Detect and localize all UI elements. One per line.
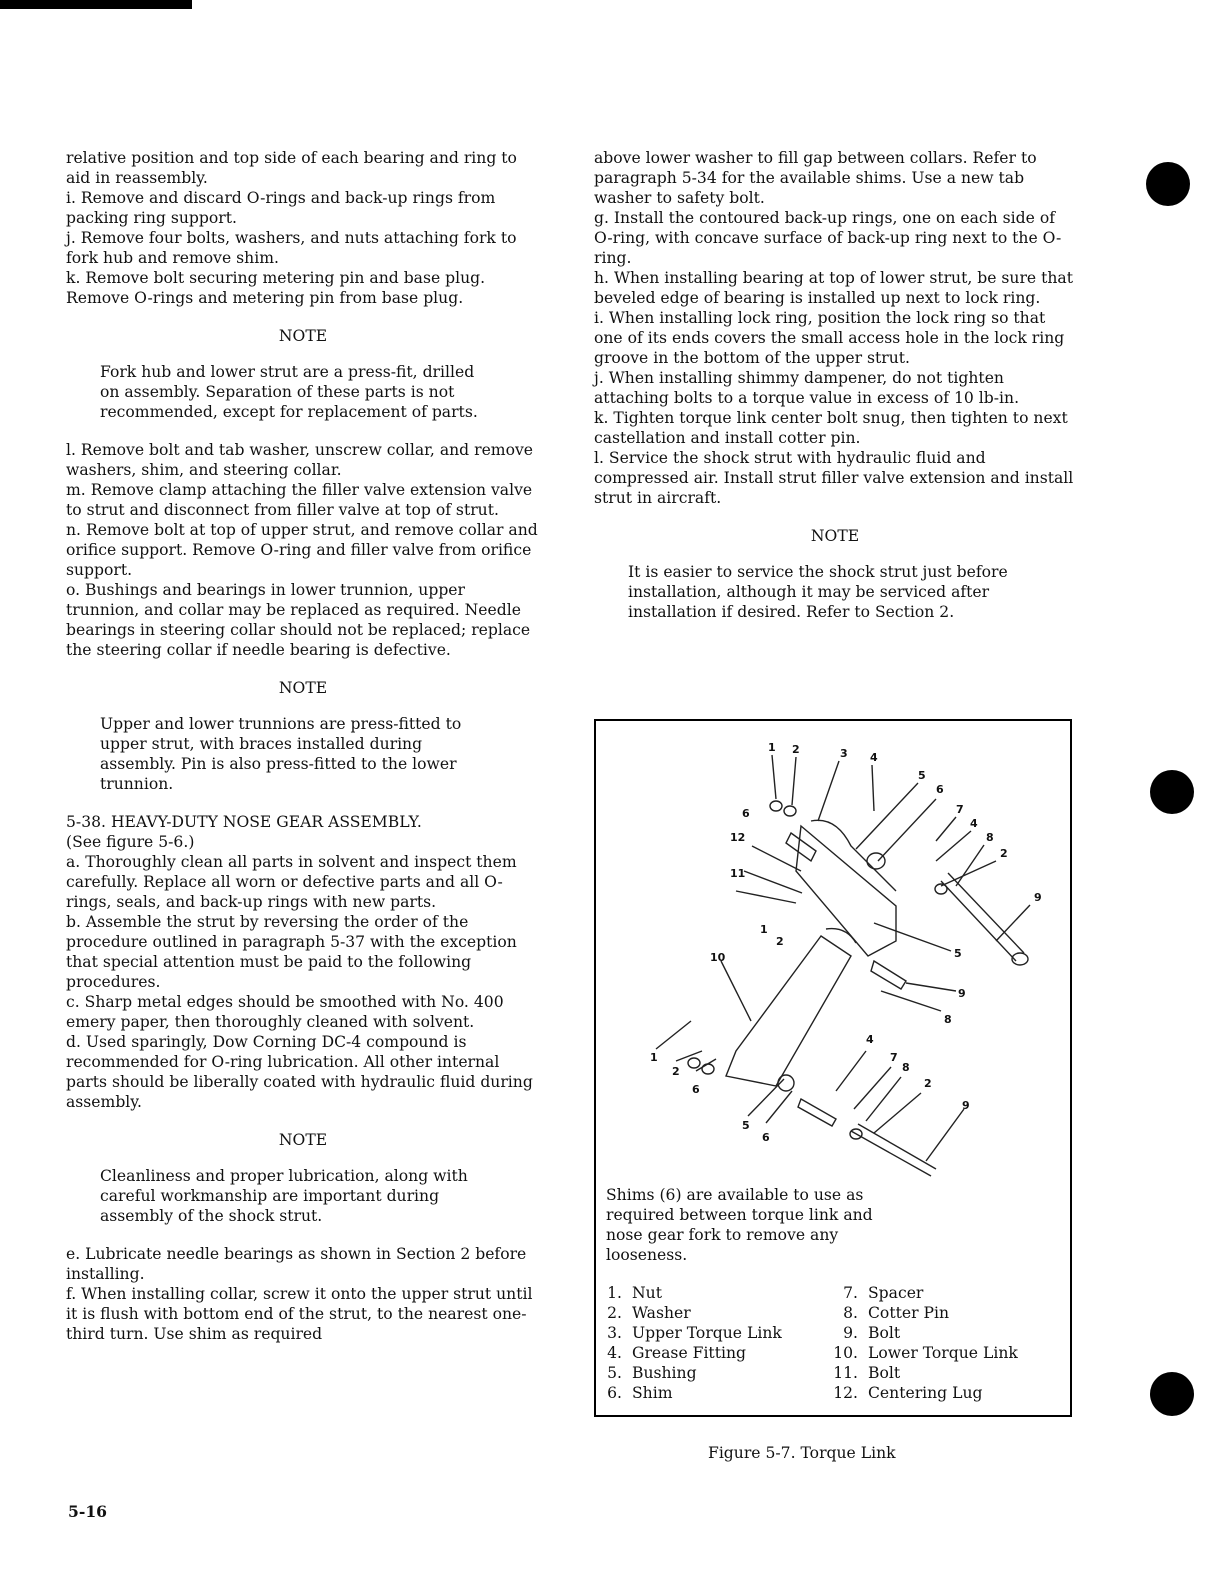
callout-5: 5: [954, 947, 962, 960]
callout-2: 2: [1000, 847, 1008, 860]
step-o: o. Bushings and bearings in lower trunnion, upper trunnion, and collar may be replaced as required. Needle bearings in steering collar should not be replaced; replace the steering collar if needle bearing is defective.: [66, 581, 531, 659]
step-i: i. Remove and discard O-rings and back-up rings from packing ring support.: [66, 189, 496, 227]
step-h: h. When installing bearing at top of lower strut, be sure that beveled edge of bearing is installed up next to lock ring.: [594, 269, 1073, 307]
step-k: k. Remove bolt securing metering pin and base plug. Remove O-rings and metering pin from base plug.: [66, 269, 486, 307]
legend-item: 2. Washer: [607, 1304, 691, 1322]
callout-10: 10: [710, 951, 726, 964]
note-body: It is easier to service the shock strut just before installation, although it may be serviced after installation if desired. Refer to Section 2.: [628, 563, 1008, 621]
step-i: i. When installing lock ring, position the lock ring so that one of its ends covers the small access hole in the lock ring groove in the bottom of the upper strut.: [594, 309, 1065, 367]
step-n: n. Remove bolt at top of upper strut, and remove collar and orifice support. Remove O-ring and filler valve from orifice support.: [66, 521, 538, 579]
note-body: Cleanliness and proper lubrication, along with careful workmanship are important during assembly of the shock strut.: [100, 1167, 468, 1225]
legend-item: 9. Bolt: [843, 1324, 901, 1342]
callout-6: 6: [762, 1131, 770, 1144]
punch-hole-bottom: [1150, 1372, 1194, 1416]
step-d: d. Used sparingly, Dow Corning DC-4 compound is recommended for O-ring lubrication. All other internal parts should be liberally coated with hydraulic fluid during assembly.: [66, 1033, 533, 1111]
callout-6: 6: [742, 807, 750, 820]
punch-hole-middle: [1150, 770, 1194, 814]
callout-3: 3: [840, 747, 848, 760]
step-l: l. Service the shock strut with hydraulic fluid and compressed air. Install strut filler valve extension and install strut in aircraft.: [594, 449, 1074, 507]
note-heading: NOTE: [278, 327, 328, 345]
legend-item: 3. Upper Torque Link: [607, 1324, 782, 1342]
section-title: 5-38. HEAVY-DUTY NOSE GEAR ASSEMBLY.: [66, 813, 422, 831]
step-c: c. Sharp metal edges should be smoothed with No. 400 emery paper, then thoroughly cleaned with solvent.: [66, 993, 504, 1031]
callout-9: 9: [1034, 891, 1042, 904]
callout-4: 4: [870, 751, 878, 764]
legend-item: 7. Spacer: [843, 1284, 924, 1302]
callout-4: 4: [866, 1033, 874, 1046]
step-m: m. Remove clamp attaching the filler valve extension valve to strut and disconnect from filler valve at top of strut.: [66, 481, 533, 519]
step-a: a. Thoroughly clean all parts in solvent and inspect them carefully. Replace all worn or defective parts and all O-rings, seals, and back-up rings with new parts.: [66, 853, 517, 911]
figure-title: Figure 5-7. Torque Link: [708, 1444, 896, 1462]
callout-6: 6: [936, 783, 944, 796]
top-rule: [0, 0, 192, 9]
note-body: Upper and lower trunnions are press-fitted to upper strut, with braces installed during assembly. Pin is also press-fitted to the lower trunnion.: [100, 715, 462, 793]
callout-1: 1: [768, 741, 776, 754]
callout-2: 2: [672, 1065, 680, 1078]
legend-right: [832, 1283, 1018, 1403]
callout-9: 9: [962, 1099, 970, 1112]
legend-item: 6. Shim: [607, 1384, 673, 1402]
callout-9: 9: [958, 987, 966, 1000]
callout-8: 8: [902, 1061, 910, 1074]
section-ref: (See figure 5-6.): [66, 833, 195, 851]
step-f: f. When installing collar, screw it onto the upper strut until it is flush with bottom end of the strut, to the nearest one-third turn. Use shim as required: [66, 1285, 533, 1343]
right-column: [594, 148, 1076, 640]
left-column: [66, 148, 540, 1344]
callout-8: 8: [986, 831, 994, 844]
step-k: k. Tighten torque link center bolt snug, then tighten to next castellation and install cotter pin.: [594, 409, 1068, 447]
legend-item: 10. Lower Torque Link: [833, 1344, 1018, 1362]
callout-1: 1: [760, 923, 768, 936]
figure-caption-note: Shims (6) are available to use as required between torque link and nose gear fork to remove any looseness.: [606, 1186, 873, 1264]
punch-hole-top: [1146, 162, 1190, 206]
spacer: [871, 961, 906, 989]
figure-torque-link: [594, 719, 1072, 1417]
note-heading: NOTE: [278, 1131, 328, 1149]
legend-item: 12. Centering Lug: [833, 1384, 983, 1402]
legend-item: 4. Grease Fitting: [607, 1344, 746, 1362]
paragraph: above lower washer to fill gap between collars. Refer to paragraph 5-34 for the available shims. Use a new tab washer to safety bolt.: [594, 149, 1037, 207]
note-body: Fork hub and lower strut are a press-fit, drilled on assembly. Separation of these parts is not recommended, except for replacement of parts.: [100, 363, 478, 421]
step-j: j. When installing shimmy dampener, do not tighten attaching bolts to a torque value in excess of 10 lb-in.: [594, 369, 1020, 407]
step-g: g. Install the contoured back-up rings, one on each side of O-ring, with concave surface of back-up ring next to the O-ring.: [594, 209, 1062, 267]
callout-11: 11: [730, 867, 746, 880]
paragraph: relative position and top side of each bearing and ring to aid in reassembly.: [66, 149, 517, 187]
step-l: l. Remove bolt and tab washer, unscrew collar, and remove washers, shim, and steering collar.: [66, 441, 534, 479]
callout-5: 5: [742, 1119, 750, 1132]
legend-item: 8. Cotter Pin: [843, 1304, 950, 1322]
callout-5: 5: [918, 769, 926, 782]
legend-item: 11. Bolt: [833, 1364, 901, 1382]
callout-1: 1: [650, 1051, 658, 1064]
note-heading: NOTE: [278, 679, 328, 697]
callout-7: 7: [890, 1051, 898, 1064]
bolt-upper: [941, 881, 1016, 961]
lower-torque-link: [726, 936, 851, 1086]
torque-link-diagram: [596, 721, 1070, 1191]
legend-left: [596, 1283, 782, 1403]
callout-7: 7: [956, 803, 964, 816]
legend-item: 5. Bushing: [607, 1364, 697, 1382]
upper-torque-link: [796, 826, 896, 956]
bolt-lower: [851, 1131, 931, 1176]
callout-4: 4: [970, 817, 978, 830]
page-number: 5-16: [68, 1502, 108, 1521]
step-b: b. Assemble the strut by reversing the order of the procedure outlined in paragraph 5-37 with the exception that special attention must be paid to the following procedures.: [66, 913, 517, 991]
callout-2: 2: [776, 935, 784, 948]
callout-8: 8: [944, 1013, 952, 1026]
legend-item: 1. Nut: [607, 1284, 662, 1302]
callout-2: 2: [792, 743, 800, 756]
callout-6: 6: [692, 1083, 700, 1096]
callout-12: 12: [730, 831, 746, 844]
step-e: e. Lubricate needle bearings as shown in Section 2 before installing.: [66, 1245, 527, 1283]
callout-2: 2: [924, 1077, 932, 1090]
note-heading: NOTE: [810, 527, 860, 545]
step-j: j. Remove four bolts, washers, and nuts attaching fork to fork hub and remove shim.: [66, 229, 517, 267]
